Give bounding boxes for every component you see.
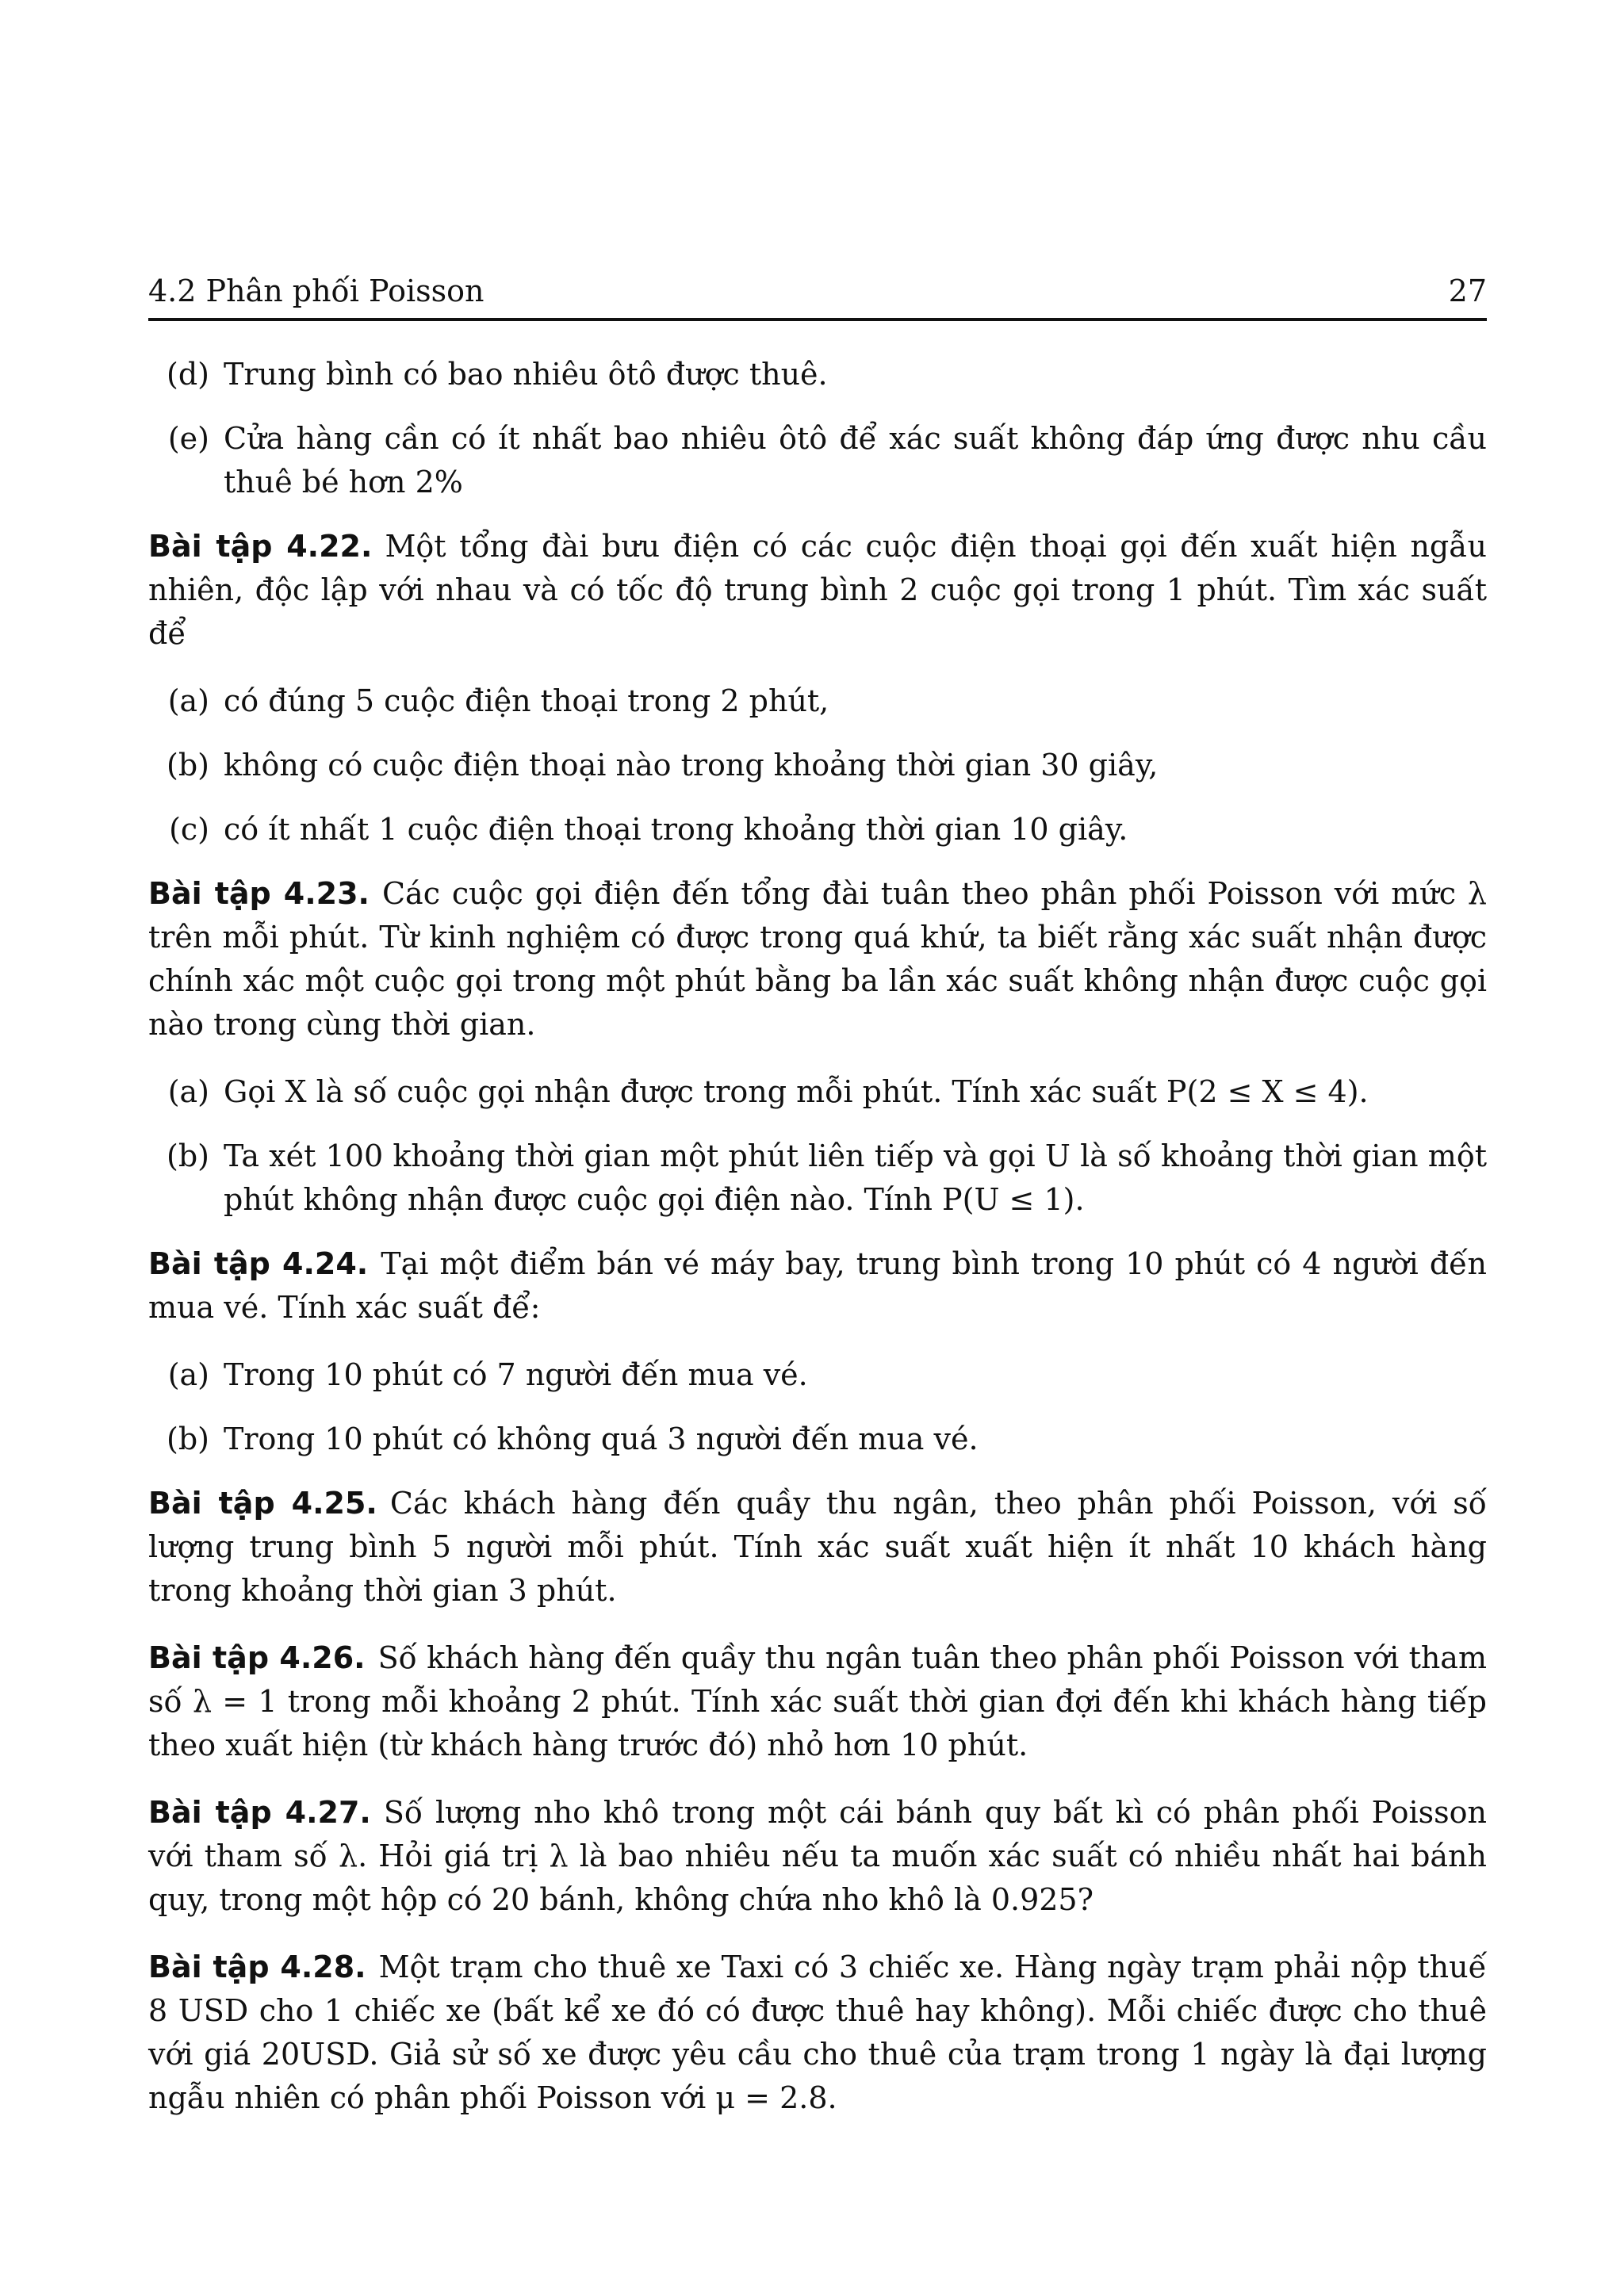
item-text: có ít nhất 1 cuộc điện thoại trong khoảng thời gian 10 giây. <box>224 811 1128 847</box>
exercise-number: Bài tập 4.28. <box>148 1949 366 1984</box>
item-text: Gọi X là số cuộc gọi nhận được trong mỗi phút. Tính xác suất P(2 ≤ X ≤ 4). <box>224 1073 1369 1109</box>
list-item <box>148 353 1487 396</box>
exercise-text: Số lượng nho khô trong một cái bánh quy bất kì có phân phối Poisson với tham số λ. Hỏi giá trị λ là bao nhiêu nếu ta muốn xác suất có nhiều nhất hai bánh quy, trong một hộp có 20 bánh, không chứa nho khô là 0.925? <box>148 1794 1487 1917</box>
exercise-4-28 <box>148 1946 1487 2120</box>
exercise-4-26 <box>148 1636 1487 1767</box>
exercise-4-23 <box>148 872 1487 1047</box>
exercise-number: Bài tập 4.25. <box>148 1485 377 1521</box>
list-item <box>148 1418 1487 1461</box>
list-item <box>148 1070 1487 1114</box>
exercise-number: Bài tập 4.26. <box>148 1640 366 1675</box>
section-title: 4.2 Phân phối Poisson <box>148 274 485 308</box>
exercise-text: Tại một điểm bán vé máy bay, trung bình trong 10 phút có 4 người đến mua vé. Tính xác suất để: <box>148 1246 1488 1325</box>
item-text: Trong 10 phút có không quá 3 người đến mua vé. <box>224 1421 979 1456</box>
exercise-4-27 <box>148 1791 1487 1922</box>
exercise-text: Số khách hàng đến quầy thu ngân tuân theo phân phối Poisson với tham số λ = 1 trong mỗi khoảng 2 phút. Tính xác suất thời gian đợi đến khi khách hàng tiếp theo xuất hiện (từ khách hàng trước đó) nhỏ hơn 10 phút. <box>148 1640 1487 1762</box>
item-text: không có cuộc điện thoại nào trong khoảng thời gian 30 giây, <box>224 747 1159 783</box>
list-item <box>148 417 1487 504</box>
item-label: (a) <box>167 1073 209 1109</box>
item-label: (b) <box>167 747 209 783</box>
exercise-number: Bài tập 4.23. <box>148 875 370 911</box>
item-text: Ta xét 100 khoảng thời gian một phút liên tiếp và gọi U là số khoảng thời gian một phút không nhận được cuộc gọi điện nào. Tính P(U ≤ 1). <box>224 1138 1487 1217</box>
item-text: Cửa hàng cần có ít nhất bao nhiêu ôtô để xác suất không đáp ứng được nhu cầu thuê bé hơn 2% <box>224 420 1487 499</box>
document-page <box>148 274 1487 2144</box>
list-item <box>148 679 1487 723</box>
exercise-text: Một trạm cho thuê xe Taxi có 3 chiếc xe. Hàng ngày trạm phải nộp thuế 8 USD cho 1 chiếc xe (bất kể xe đó có được thuê hay không). Mỗi chiếc được cho thuê với giá 20USD. Giả sử số xe được yêu cầu cho thuê của trạm trong 1 ngày là đại lượng ngẫu nhiên có phân phối Poisson với μ = 2.8. <box>148 1949 1487 2115</box>
running-header <box>148 274 1487 321</box>
list-item <box>148 744 1487 787</box>
item-label: (a) <box>167 683 209 718</box>
exercise-text: Các khách hàng đến quầy thu ngân, theo phân phối Poisson, với số lượng trung bình 5 người mỗi phút. Tính xác suất xuất hiện ít nhất 10 khách hàng trong khoảng thời gian 3 phút. <box>148 1485 1487 1608</box>
item-label: (b) <box>167 1138 209 1173</box>
item-text: Trong 10 phút có 7 người đến mua vé. <box>224 1357 808 1392</box>
list-item <box>148 1353 1487 1397</box>
item-label: (c) <box>169 811 209 847</box>
list-item <box>148 1135 1487 1222</box>
exercise-4-25 <box>148 1482 1487 1613</box>
page-number: 27 <box>1448 274 1487 308</box>
exercise-number: Bài tập 4.24. <box>148 1246 369 1281</box>
exercise-4-24 <box>148 1242 1487 1330</box>
item-label: (d) <box>167 356 209 392</box>
exercise-4-22 <box>148 525 1487 656</box>
list-item <box>148 808 1487 851</box>
exercise-number: Bài tập 4.27. <box>148 1794 371 1830</box>
exercise-text: Các cuộc gọi điện đến tổng đài tuân theo phân phối Poisson với mức λ trên mỗi phút. Từ kinh nghiệm có được trong quá khứ, ta biết rằng xác suất nhận được chính xác một cuộc gọi trong một phút bằng ba lần xác suất không nhận được cuộc gọi nào trong cùng thời gian. <box>148 875 1487 1042</box>
item-label: (b) <box>167 1421 209 1456</box>
exercise-text: Một tổng đài bưu điện có các cuộc điện thoại gọi đến xuất hiện ngẫu nhiên, độc lập với nhau và có tốc độ trung bình 2 cuộc gọi trong 1 phút. Tìm xác suất để <box>148 528 1488 651</box>
item-text: Trung bình có bao nhiêu ôtô được thuê. <box>224 356 828 392</box>
item-text: có đúng 5 cuộc điện thoại trong 2 phút, <box>224 683 829 718</box>
item-label: (e) <box>167 420 209 456</box>
item-label: (a) <box>167 1357 209 1392</box>
exercise-number: Bài tập 4.22. <box>148 528 373 564</box>
